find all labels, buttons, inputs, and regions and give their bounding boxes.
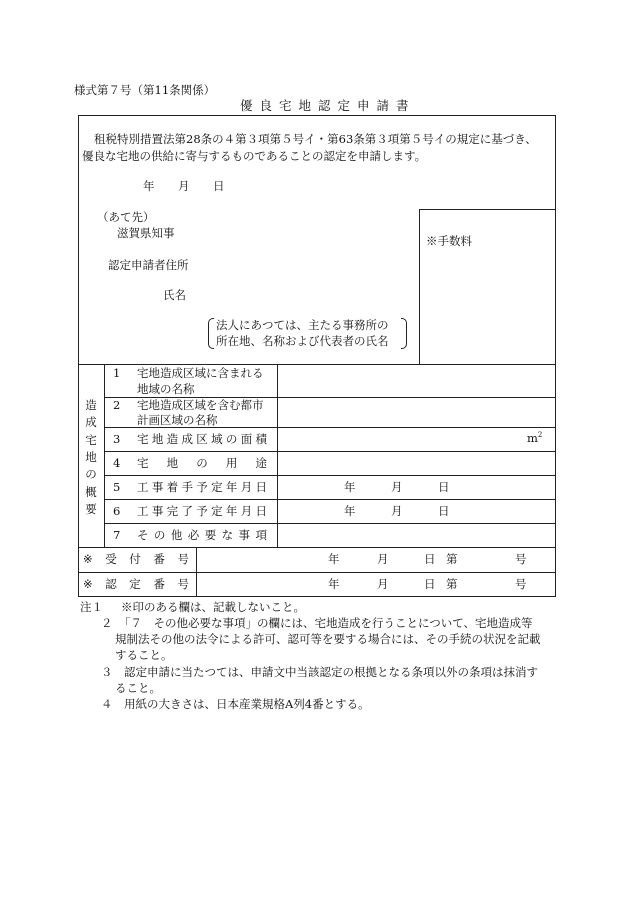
note2-number: ２ xyxy=(101,616,113,630)
corporate-note-close-bracket xyxy=(401,318,407,349)
date-day: 日 xyxy=(213,179,225,193)
note3-line2: ること。 xyxy=(115,681,161,695)
certification-dai: 第 xyxy=(446,577,458,591)
corporate-note-line1: 法人にあつては、主たる事務所の xyxy=(216,318,389,332)
note4-number: ４ xyxy=(101,697,113,711)
reception-number-label: ※ 受 付 番 号 xyxy=(83,552,189,566)
intro-text-line1: 租税特別措置法第28条の４第３項第５号イ・第63条第３項第５号イの規定に基づき、 xyxy=(94,132,537,146)
row6-label: 工 事 完 了 予 定 年 月 日 xyxy=(137,504,267,518)
date-year: 年 xyxy=(143,179,155,193)
form-number: 様式第７号（第11条関係） xyxy=(74,83,216,97)
reception-dai: 第 xyxy=(446,552,458,566)
addressee-label: （あて先） xyxy=(97,210,155,224)
row5-year: 年 xyxy=(344,480,356,494)
reception-go: 号 xyxy=(515,552,527,566)
row6-number: 6 xyxy=(113,504,121,518)
certification-year: 年 xyxy=(328,577,340,591)
row3-number: 3 xyxy=(113,432,121,446)
date-month: 月 xyxy=(178,179,190,193)
corporate-note-open-bracket xyxy=(208,318,214,349)
certification-day: 日 xyxy=(424,577,436,591)
row2-label-line1: 宅地造成区域を含む都市 xyxy=(137,398,264,412)
note4-text: 用紙の大きさは、日本産業規格A列4番とする。 xyxy=(124,697,370,711)
page-title: 優良宅地認定申請書 xyxy=(240,98,416,113)
note2-line2: 規制法その他の法令による許可、認可等を要する場合には、その手続の状況を記載 xyxy=(115,632,541,646)
applicant-address-label: 認定申請者住所 xyxy=(108,258,189,272)
row4-value-field[interactable] xyxy=(280,453,553,473)
intro-text-line2: 優良な宅地の供給に寄与するものであることの認定を申請します。 xyxy=(82,149,427,163)
reception-day: 日 xyxy=(424,552,436,566)
note2-line3: すること。 xyxy=(115,648,173,662)
row7-number: 7 xyxy=(113,528,121,542)
row4-number: 4 xyxy=(113,456,121,470)
reception-year: 年 xyxy=(328,552,340,566)
note1-prefix: 注１ xyxy=(80,600,103,614)
row4-label: 宅 地 の 用 途 xyxy=(137,456,267,470)
row2-number: 2 xyxy=(113,398,121,412)
reception-month: 月 xyxy=(377,552,389,566)
row5-day: 日 xyxy=(438,480,450,494)
row1-number: 1 xyxy=(113,366,121,380)
name-label: 氏名 xyxy=(163,288,186,302)
certification-go: 号 xyxy=(515,577,527,591)
row1-label-line1: 宅地造成区域に含まれる xyxy=(137,366,264,380)
row7-value-field[interactable] xyxy=(280,525,553,545)
row5-number: 5 xyxy=(113,480,121,494)
row5-label: 工 事 着 手 予 定 年 月 日 xyxy=(137,480,267,494)
row3-area-unit: $m^2$ xyxy=(527,430,543,445)
addressee: 滋賀県知事 xyxy=(117,226,175,240)
row3-value-field[interactable] xyxy=(280,429,520,449)
certification-number-label: ※ 認 定 番 号 xyxy=(83,577,189,591)
row6-year: 年 xyxy=(344,504,356,518)
note3-number: ３ xyxy=(101,665,113,679)
row1-value-field[interactable] xyxy=(280,367,553,395)
outline-section-label: 造 成 宅 地 の 概 要 xyxy=(85,398,97,516)
row3-label: 宅 地 造 成 区 域 の 面 積 xyxy=(137,432,267,446)
row6-month: 月 xyxy=(391,504,403,518)
row1-label-line2: 地域の名称 xyxy=(137,382,195,396)
note2-line1: 「７ その他必要な事項」の欄には、宅地造成を行うことについて、宅地造成等 xyxy=(119,616,533,630)
row6-day: 日 xyxy=(438,504,450,518)
note3-line1: 認定申請に当たつては、申請文中当該認定の根拠となる条項以外の条項は抹消す xyxy=(124,665,538,679)
fee-label: ※手数料 xyxy=(426,234,472,248)
row2-value-field[interactable] xyxy=(280,399,553,425)
certification-month: 月 xyxy=(377,577,389,591)
row7-label: そ の 他 必 要 な 事 項 xyxy=(137,528,267,542)
note1-text: ※印のある欄は、記載しないこと。 xyxy=(121,600,305,614)
row2-label-line2: 計画区域の名称 xyxy=(137,413,218,427)
row5-month: 月 xyxy=(391,480,403,494)
corporate-note-line2: 所在地、名称および代表者の氏名 xyxy=(216,334,389,348)
